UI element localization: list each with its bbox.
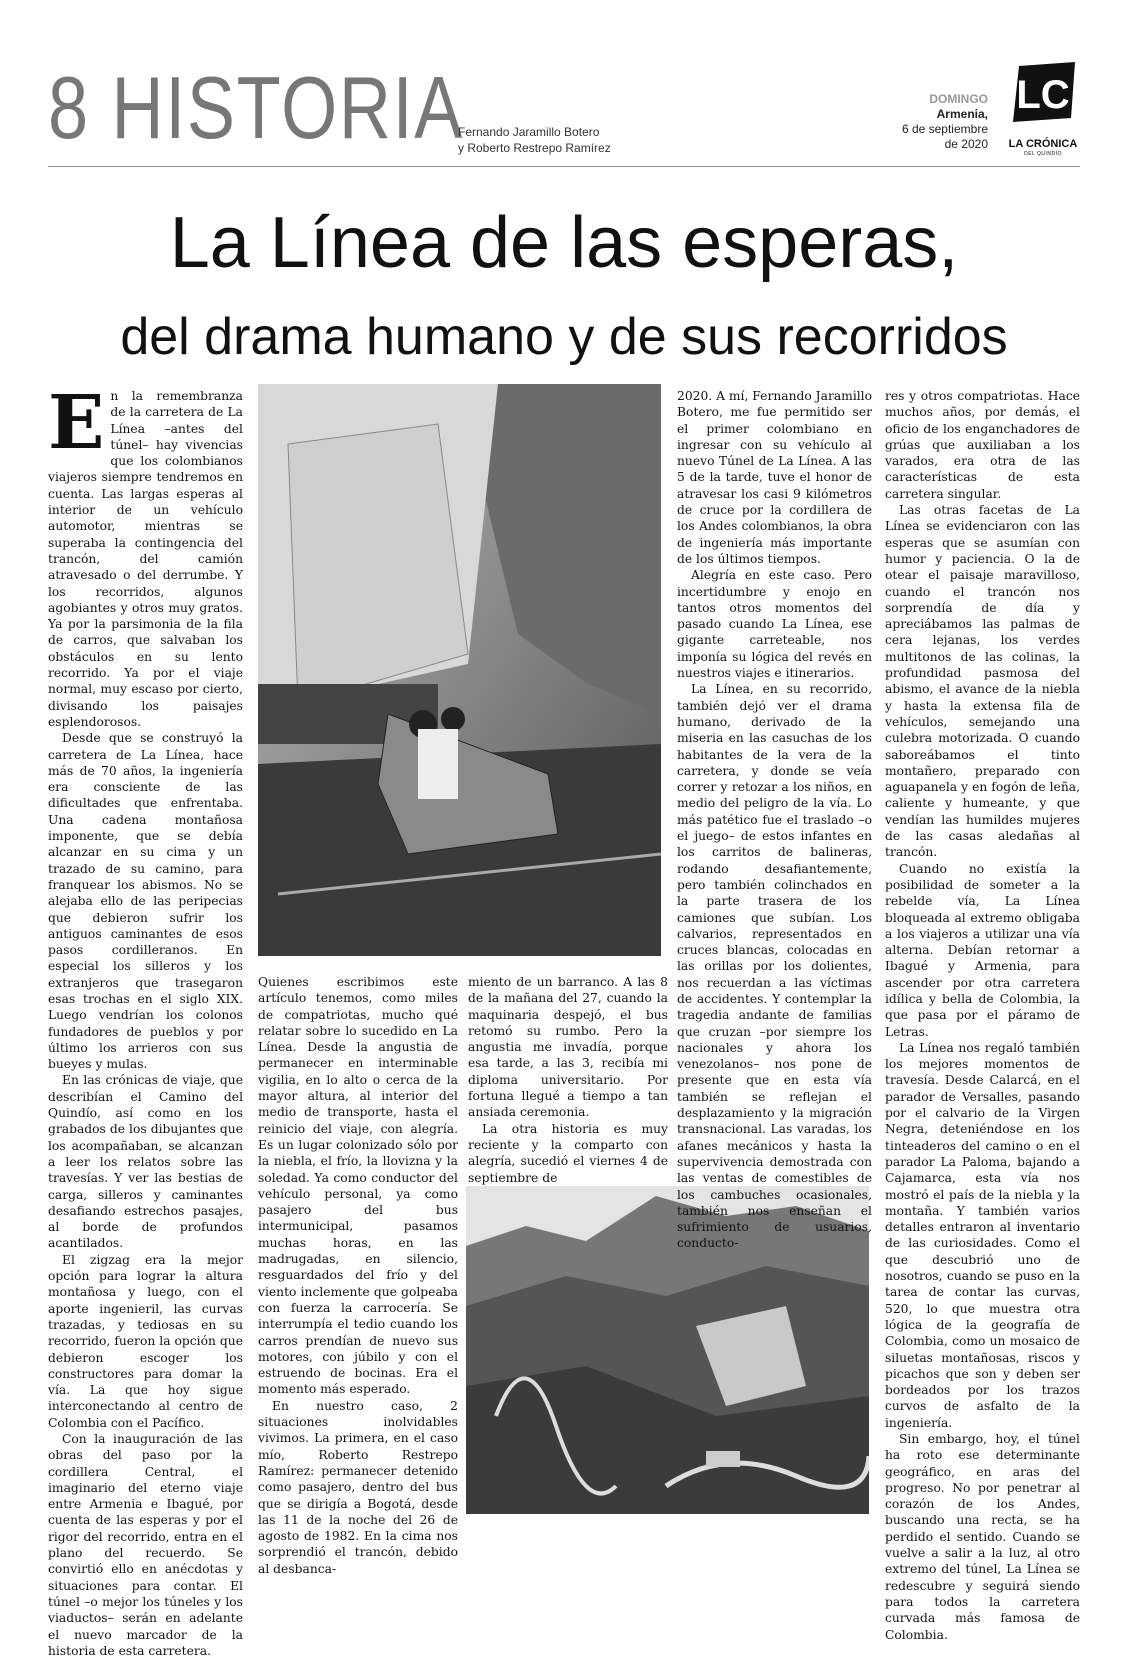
author-2: y Roberto Restrepo Ramírez <box>458 141 611 155</box>
paragraph: La otra historia es muy reciente y la comparto con alegría, sucedió el viernes 4 de septiembre de <box>468 1121 668 1185</box>
date-line-1: 6 de septiembre <box>901 122 988 136</box>
weekday: DOMINGO <box>929 92 988 106</box>
paragraph: Quienes escribimos este artículo tenemos, como miles de compatriotas, mucho qué relatar sobre lo sucedido en La Línea. Desde la angustia de permanecer en interminable vigilia, en lo alto o cerca de la mayor altura, al interior del medio de transporte, hasta el reinicio del viaje, con alegría. Es un lugar colonizado sólo por la niebla, el frío, la llovizna y la soledad. Ya como conductor del vehículo personal, ya como pasajero del bus intermunicipal, pasamos muchas horas, en las madrugadas, en silencio, resguardados del frío y del viento inclemente que golpeaba con fuerza la carrocería. Se interrumpía el tedio cuando los carros prendían de nuevo sus motores, con júbilo y con el estruendo de bocinas. Era el momento más esperado. <box>258 975 458 1397</box>
masthead <box>0 0 1128 170</box>
article-column-3 <box>468 974 668 1186</box>
paragraph: Cuando no existía la posibilidad de someter a la rebelde vía, La Línea bloqueada al extremo obligaba a los viajeros a utilizar una vía alterna. Debían retornar a Ibagué y Armenia, para ascender por otra carretera idílica y bella de Colombia, la que pasa por el páramo de Letras. <box>885 861 1080 1039</box>
date-line-2: de 2020 <box>944 137 988 151</box>
paragraph: En las crónicas de viaje, que describían el Camino del Quindío, así como en los grabados de los dibujantes que los acompañaban, se alcanzan a leer los relatos sobre las travesías. Y ver las bestias de carga, silleros y caminantes desafiando estrechos pasajes, al borde de profundos acantilados. <box>48 1073 243 1251</box>
paragraph: res y otros compatriotas. Hace muchos años, por demás, el oficio de los enganchadores de grúas que auxiliaban a los varados, era otra de las características de esta carretera singular. <box>885 389 1080 501</box>
logo-subtitle: DEL QUINDÍO <box>1024 151 1062 157</box>
paragraph: En la remembranza de la carretera de La Línea –antes del túnel– hay vivencias que los colombianos viajeros siempre tendremos en cuenta. Las largas esperas al interior de un vehículo automotor, mientras se superaba la contingencia del trancón, del camión atravesado o del derrumbe. Y los recorridos, algunos agobiantes y otros muy gratos. Ya por la parsimonia de la fila de carros, que salvaban los obstáculos en su lento recorrido. Ya por el viaje normal, muy escaso por cierto, divisando los paisajes esplendorosos. <box>48 380 243 729</box>
svg-text:LC: LC <box>1016 73 1070 117</box>
newspaper-logo-icon <box>1005 62 1080 158</box>
article-column-4 <box>677 388 872 1252</box>
truck-trolley-photo <box>258 384 661 956</box>
section-title: 8 HISTORIA <box>48 58 465 157</box>
author-1: Fernando Jaramillo Botero <box>458 125 600 139</box>
paragraph: Desde que se construyó la carretera de La Línea, hace más de 70 años, la ingeniería era consciente de las dificultades que enfrentaba. Una cadena montañosa imponente, que se debía alcanzar en su cima y un trazado de su camino, para franquear los abismos. No se alejaba ello de las peripecias que debieron sufrir los antiguos caminantes de esos pasos cordilleranos. En especial los silleros y los extranjeros que trasegaron esas trochas en el siglo XIX. Luego vendrían los colonos fundadores de pueblos y por último los arrieros con sus bueyes y mulas. <box>48 731 243 1072</box>
logo-name: LA CRÓNICA <box>1008 138 1078 150</box>
paragraph: En nuestro caso, 2 situaciones inolvidables vivimos. La primera, en el caso mío, Roberto Restrepo Ramírez: permanecer detenido como pasajero, dentro del bus que se dirigía a Bogotá, desde las 11 de la noche del 26 de agosto de 1982. En la cima nos sorprendió el trancón, debido al desbanca- <box>258 1398 458 1576</box>
paragraph: La Línea nos regaló también los mejores momentos de travesía. Desde Calarcá, en el parador de Versalles, pasando por el calvario de la Virgen Negra, deteniéndose en los tinteaderos del camino o en el parador La Paloma, bajando a Cajamarca, esta vía nos mostró el país de la niebla y la montaña. Y también varios detalles entraron al inventario de las curiosidades. Como el que descubrió uno de nosotros, cuando se puso en la tarea de contar las curvas, 520, lo que muestra otra lógica de la geografía de Colombia, como un mosaico de siluetas montañosas, riscos y picachos que son y deben ser bordeados por los trazos curvos de asfalto de la ingeniería. <box>885 1040 1080 1430</box>
photo-icon <box>258 384 661 956</box>
logo-mark <box>1009 62 1077 122</box>
paragraph: 2020. A mí, Fernando Jaramillo Botero, me fue permitido ser el primer colombiano en ingresar con su vehículo al nuevo Túnel de La Línea. A las 5 de la tarde, tuve el honor de atravesar los casi 9 kilómetros de cruce por la cordillera de los Andes colombianos, la obra de ingeniería más importante de los últimos tiempos. <box>677 389 873 566</box>
city: Armenia, <box>936 107 988 121</box>
paragraph: Sin embargo, hoy, el túnel ha roto ese determinante geográfico, en aras del progreso. No por penetrar al corazón de los Andes, buscando una recta, se ha perdido el sentido. Cuando se vuelve a salir a la luz, al otro extremo del túnel, La Línea se redescubre y seguirá siendo para todos la carretera curvada más famosa de Colombia. <box>885 1432 1080 1642</box>
paragraph: Alegría en este caso. Pero incertidumbre y enojo en tantos otros momentos del pasado cuando La Línea, ese gigante carreteable, nos imponía su lógica del revés en nuestros viajes e itinerarios. <box>677 568 872 681</box>
article-column-1 <box>48 380 243 1659</box>
paragraph: La Línea, en su recorrido, también dejó ver el drama humano, derivado de la miseria en las casuchas de los habitantes de la vera de la carretera, y donde se veía correr y retozar a los niños, en medio del peligro de la vía. Lo más patético fue el traslado –o el juego– de estos infantes en los carritos de balineras, rodando desafiantemente, pero también colinchados en la parte trasera de los camiones que subían. Los calvarios, representados en cruces blancas, colocadas en las orillas por los dolientes, nos recuerdan a las víctimas de accidentes. Y contemplar la tragedia andante de familias que cruzan –por siempre los nacionales y ahora los venezolanos– nos pone de presente que en esta vía también se reflejan el desplazamiento y la migración transnacional. Las varadas, los afanes mecánicos y hasta la supervivencia demostrada con las ventas de comestibles de los cambuches ocasionales, también nos enseñan el sufrimiento de usuarios, conducto- <box>677 682 872 1251</box>
byline <box>458 124 611 156</box>
paragraph: Las otras facetas de La Línea se evidenciaron con las esperas que se asumían con humor y paciencia. O la de otear el paisaje maravilloso, cuando el trancón nos sorprendía de día y apreciábamos las palmas de cera lejanas, los verdes multitonos de las colinas, la profundidad pasmosa del abismo, el avance de la niebla y hasta la extensa fila de vehículos, semejando una culebra motorizada. O cuando saboreábamos el tinto montañero, preparado con aguapanela y en fogón de leña, caliente y humeante, y que vendían las humildes mujeres de las casas aledañas al trancón. <box>885 503 1080 860</box>
article-column-2 <box>258 974 458 1577</box>
header-rule <box>48 166 1080 167</box>
paragraph: El zigzag era la mejor opción para lograr la altura montañosa y luego, con el aporte ingenieril, las curvas trazadas, y tediosas en su recorrido, fueron la opción que debieron escoger los constructores para domar la vía. La que hoy sigue interconectando al centro de Colombia con el Pacífico. <box>48 1252 243 1430</box>
headline-line-1: La Línea de las esperas, <box>169 203 959 283</box>
dateline <box>902 92 988 152</box>
drop-cap: E <box>48 380 105 466</box>
headline-line-2: del drama humano y de sus recorridos <box>120 308 1008 366</box>
paragraph: miento de un barranco. A las 8 de la mañana del 27, cuando la maquinaria despejó, el bus retomó su rumbo. Pero la angustia me invadía, porque esa tarde, a las 3, recibía mi diploma universitario. Por fortuna llegué a tiempo a tan ansiada ceremonia. <box>468 975 668 1120</box>
article-column-5 <box>885 388 1080 1643</box>
paragraph: Con la inauguración de las obras del paso por la cordillera Central, el imaginario del eterno viaje entre Armenia e Ibagué, por cuenta de las esperas y por el rigor del recorrido, entra en el plano del recuerdo. Se convirtió ello en anécdotas y situaciones para contar. El túnel –o mejor los túneles y los viaductos– serán en adelante el nuevo marcador de la historia de esta carretera. <box>48 1432 243 1658</box>
